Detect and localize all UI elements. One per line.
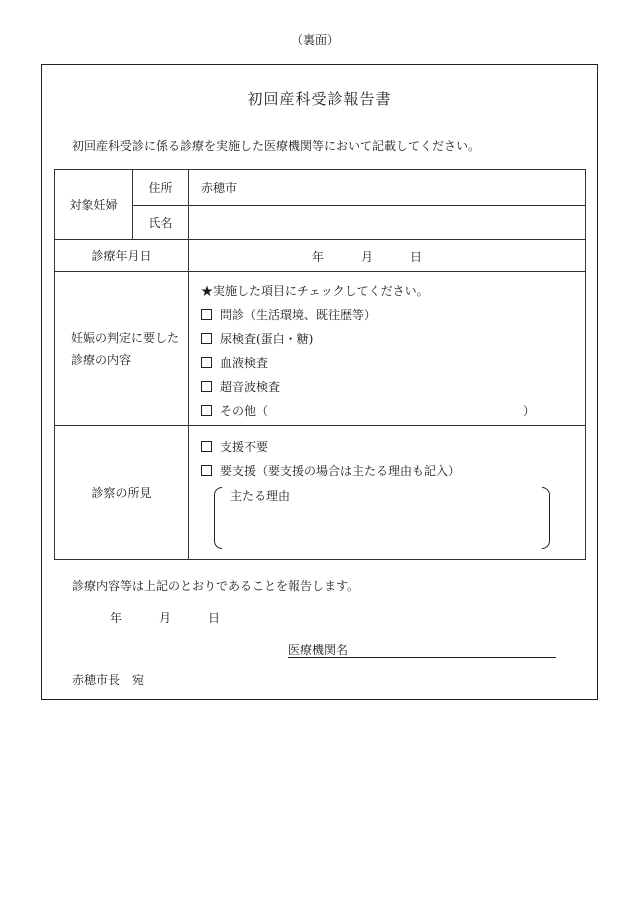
institution-name-field[interactable] bbox=[288, 641, 556, 658]
findings-area bbox=[189, 426, 586, 560]
findings-no-support[interactable]: 支援不要 bbox=[201, 438, 268, 455]
exam-content-label-line1: 妊娠の判定に要した bbox=[71, 330, 180, 345]
address-label: 住所 bbox=[133, 170, 189, 206]
checkbox-icon[interactable] bbox=[201, 381, 212, 392]
left-bracket bbox=[214, 487, 222, 549]
report-date-year: 年 bbox=[110, 611, 123, 625]
checkbox-icon[interactable] bbox=[201, 465, 212, 476]
addressee: 赤穂市長 宛 bbox=[72, 673, 145, 687]
other-close-paren: ） bbox=[523, 404, 536, 418]
exam-date-field[interactable] bbox=[189, 240, 586, 272]
report-statement: 診療内容等は上記のとおりであることを報告します。 bbox=[72, 579, 360, 593]
exam-date-month: 月 bbox=[361, 250, 374, 264]
check-item-ultrasound[interactable]: 超音波検査 bbox=[201, 378, 280, 395]
name-field[interactable] bbox=[189, 206, 586, 240]
check-item-other[interactable]: その他（ bbox=[201, 402, 268, 419]
report-date-day: 日 bbox=[208, 611, 221, 625]
right-bracket bbox=[542, 487, 550, 549]
check-item-interview[interactable]: 問診（生活環境、既往歴等） bbox=[201, 306, 376, 323]
checkbox-icon[interactable] bbox=[201, 357, 212, 368]
checkbox-icon[interactable] bbox=[201, 333, 212, 344]
check-item-blood-test[interactable]: 血液検査 bbox=[201, 354, 268, 371]
page-side-label: （裏面） bbox=[290, 33, 339, 47]
findings-label: 診察の所見 bbox=[55, 426, 189, 560]
form-table bbox=[54, 169, 586, 560]
exam-check-instruction: ★実施した項目にチェックしてください。 bbox=[201, 284, 429, 298]
checkbox-icon[interactable] bbox=[201, 405, 212, 416]
checkbox-icon[interactable] bbox=[201, 309, 212, 320]
exam-date-day: 日 bbox=[410, 250, 423, 264]
exam-content-label bbox=[55, 272, 189, 426]
exam-date-label: 診療年月日 bbox=[55, 240, 189, 272]
form-instruction: 初回産科受診に係る診療を実施した医療機関等において記載してください。 bbox=[72, 139, 481, 153]
document-title: 初回産科受診報告書 bbox=[247, 90, 392, 108]
subject-label: 対象妊婦 bbox=[55, 170, 133, 240]
reason-field[interactable] bbox=[214, 487, 550, 549]
checkbox-icon[interactable] bbox=[201, 441, 212, 452]
report-form bbox=[41, 64, 598, 700]
report-date-month: 月 bbox=[159, 611, 172, 625]
institution-label: 医療機関名 bbox=[288, 643, 349, 657]
exam-content-checklist bbox=[189, 272, 586, 426]
exam-date-year: 年 bbox=[312, 250, 325, 264]
findings-support-needed[interactable]: 要支援（要支援の場合は主たる理由も記入） bbox=[201, 462, 460, 479]
address-field[interactable]: 赤穂市 bbox=[189, 170, 586, 206]
reason-label: 主たる理由 bbox=[230, 489, 291, 503]
exam-content-label-line2: 診療の内容 bbox=[71, 352, 132, 367]
check-item-urine-test[interactable]: 尿検査(蛋白・糖) bbox=[201, 330, 313, 347]
name-label: 氏名 bbox=[133, 206, 189, 240]
